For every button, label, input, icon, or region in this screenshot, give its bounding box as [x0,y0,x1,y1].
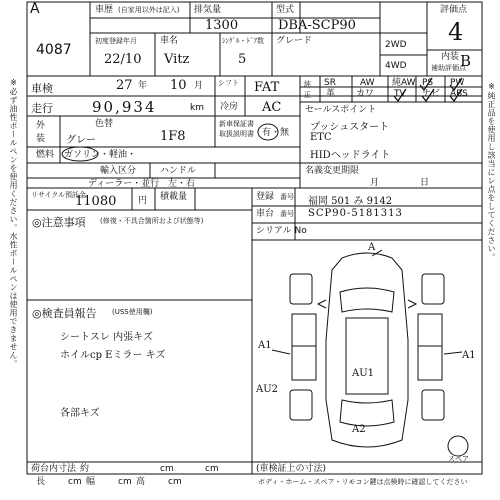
side-note-left: ※必ず油性ボールペンを使用ください。水性ボールペンは使用できません。 [9,78,18,368]
inspector-label: ◎検査員報告 [32,307,97,320]
equip-abs: ABS [450,89,468,99]
new-car-label: 新車保証書 [219,120,254,128]
interior-sub: 補助評価点 [431,64,466,72]
chassis-label: 車台 [256,209,275,219]
color-section: 外 [36,121,46,131]
diagram-mark-au2: AU2 [256,384,279,395]
equip-pw: PW [450,78,465,88]
import-label: 輸入区分 [100,166,137,176]
history-label: 車歴 [95,5,114,15]
manual-circle [256,122,280,142]
equip-junaw: 純AW [392,78,416,88]
extra-note: 各部キズ [60,408,100,419]
color-value: グレー [66,135,96,146]
diagram-mark-a1-right: A1 [462,350,476,361]
cm-2: cm [205,464,219,474]
car-name-label: 車名 [160,36,179,46]
serial-label: シリアル No [256,226,307,236]
sales-point-3: HIDヘッドライト [310,150,391,161]
mileage-value: 90,934 [92,98,157,116]
loading-label: 荷台内寸法 [31,464,77,474]
reg-label: 登録 [256,192,275,202]
fuel-options: ガソリン・軽油・ [64,150,137,160]
reg-number-label: 番号 [280,193,294,201]
ac-label: 冷房 [220,102,239,112]
name-change-month: 月 [370,178,380,188]
history-sub: (自家用以外は記入) [118,6,180,14]
sales-point-1: プッシュスタート [310,122,390,133]
car-diagram [252,240,482,462]
wheel-rear-right [422,390,444,420]
equip-sr: SR [324,78,336,88]
car-name-value: Vitz [164,52,190,67]
corner-mark: A [30,1,40,17]
diagram-mark-au1: AU1 [352,368,375,379]
width-label: 幅 [86,477,96,487]
cm-wid: cm [118,477,132,487]
inspector-line-1: シートスレ 内張キズ [60,332,153,343]
equip-tv: TV [394,89,406,99]
drive-4wd: 4WD [385,61,407,71]
wheel-front-left [290,274,312,304]
reg-value: 福岡 501 み 9142 [308,196,393,207]
caution-label: ◎注意事項 [32,216,86,229]
inspector-line-2: ホイルcp Eミラー キズ [60,350,166,361]
name-change-day: 日 [420,178,430,188]
interior-value: B [460,52,472,70]
shaken-month-unit: 月 [194,81,204,91]
color-code: 1F8 [160,129,186,144]
manual-label: 取扱説明書 [219,130,254,138]
recycle-unit: 円 [138,196,148,206]
dims-label: (車検証上の寸法) [256,464,327,474]
manual-value: 有・無 [262,128,290,138]
spare-label: スペア [448,455,469,463]
color-label: 色替 [95,119,114,129]
diagram-front-mark: A [368,242,376,253]
recycle-label: リサイクル預託金 [31,191,87,199]
equip-leather: 革 [326,89,336,99]
doors-value: 5 [238,52,247,67]
sales-point-2: ETC [310,132,332,143]
grade-value: 4 [448,18,464,46]
grade-label: 評価点 [440,5,468,15]
cm-1: cm [160,464,174,474]
wheel-rear-left [290,390,312,420]
cm-hgt: cm [168,477,182,487]
equip-navi: ナビ [422,89,441,99]
bottom-text: ボディ・ホーム・スペア・リモコン鍵は点検時に確認してください [258,478,468,486]
grade-field-label: グレード [276,36,313,46]
auction-sheet: A 4087 ※必ず油性ボールペンを使用ください。水性ボールペンは使用できません。 ※純正品を使用し該当にレ点をしてください。 車歴 (自家用以外は記入) 排気量 1300 型式 DBA-SCP90 評価点 4 初度登録年月 22/10 車名 Vitz ｼﾝｸﾞﾙ・ﾄﾞｱ数 5 グレード 2WD 4WD 内装 補助評価点 B 車検 27 年 10 月 シフト FAT 走行 90,934 km 冷房 AC 純 正 SR AW 純AW PS PW 革 カワ TV ナビ ABS 外 装 色替 グレー 1F8 新車保証書 取扱説明書 有・無 燃料 ガソリン・軽油・ 輸入区分 ハンドル ディーラー・並行 左・右 セールスポイント プッシュスタート ETC HIDヘッドライト 名義変更期限 月 日 リサイクル預託金 11080 円 積載量 登録 番号 福岡 501 み 9142 車台 番号 SCP90-5181313 シリアル No ◎注意事項 (修復・不具合箇所および状態等) ◎検査員報告 (USS使用欄) シートスレ 内張キズ ホイルcp Eミラー キズ 各部キズ A A1 A1 AU1 AU2 A2 スペア 荷台内寸法 約 cm cm (車検証上の寸法) 長 cm 幅 cm 高 cm ボディ・ホーム・スペア・リモコン鍵は点検時に確認してください [0,0,500,500]
fuel-circle [60,146,100,162]
doors-label: ｼﾝｸﾞﾙ・ﾄﾞｱ数 [222,37,264,45]
mileage-unit: km [190,103,204,113]
first-reg-label: 初度登録年月 [95,37,137,45]
handle-value: 左・右 [168,179,196,189]
name-change-label: 名義変更期限 [305,166,360,176]
length-label: 長 [36,477,46,487]
chassis-value: SCP90-5181313 [308,208,403,219]
shift-value: FAT [254,80,280,95]
shift-label: シフト [218,79,239,87]
drive-2wd: 2WD [385,40,407,50]
shaken-year-unit: 年 [138,81,148,91]
ac-value: AC [262,100,282,115]
equip-ps: PS [422,78,434,88]
spare-tire [448,436,468,456]
diagram-mark-a1-left: A1 [258,340,272,351]
equip-checkmarks [300,76,482,102]
displacement-label: 排気量 [194,5,222,15]
sales-point-label: セールスポイント [305,105,377,115]
handle-label: ハンドル [160,166,197,176]
shaken-year: 27 [116,78,133,93]
mileage-label: 走行 [31,102,53,115]
equip-aw: AW [360,78,375,88]
inspector-sub: (USS使用欄) [112,308,153,316]
car-body-outline [326,253,408,447]
chassis-number-label: 番号 [280,210,294,218]
color-section-2: 装 [36,134,46,144]
cm-len: cm [68,477,82,487]
dealer-label: ディーラー・並行 [88,179,160,189]
fuel-label: 燃料 [36,150,55,160]
caution-sub: (修復・不具合箇所および状態等) [100,217,204,225]
model-label: 型式 [276,5,295,15]
lot-number: 4087 [36,42,72,58]
displacement-value: 1300 [205,18,239,33]
wheel-front-right [422,274,444,304]
approx-1: 約 [80,464,90,474]
equip-kawa: カワ [356,89,375,99]
model-value: DBA-SCP90 [278,18,356,33]
first-reg-value: 22/10 [104,52,142,67]
side-note-right: ※純正品を使用し該当にレ点をしてください。 [487,82,496,262]
diagram-mark-a2: A2 [352,424,366,435]
shaken-month: 10 [170,78,187,93]
height-label: 高 [136,477,146,487]
shaken-label: 車検 [31,82,53,95]
recycle-amount: 11080 [75,194,117,209]
interior-label: 内装 [441,52,460,62]
tax-label: 積載量 [160,192,188,202]
